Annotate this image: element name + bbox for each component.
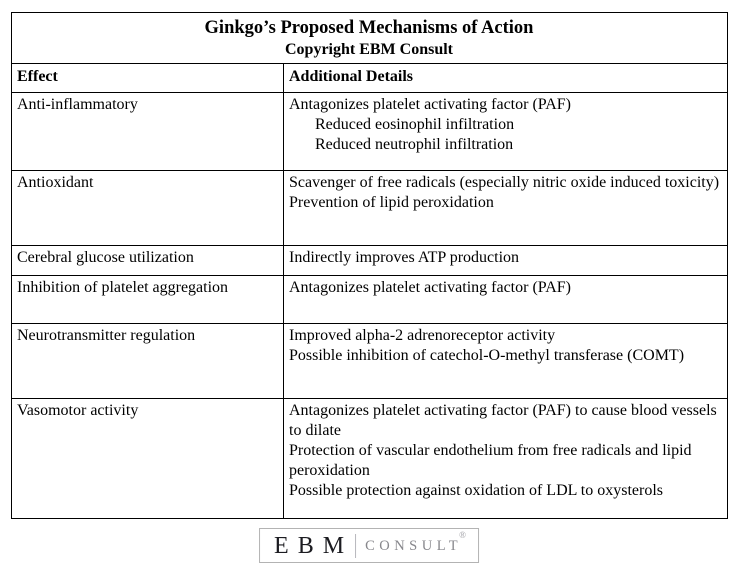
detail-line: Antagonizes platelet activating factor (PAF) to cause blood vessels to dilate (289, 402, 717, 439)
table-row (12, 246, 728, 276)
ebm-consult-logo (259, 528, 479, 563)
effect-cell: Vasomotor activity (12, 399, 284, 519)
table-row (12, 93, 728, 171)
detail-line: Indirectly improves ATP production (289, 249, 520, 266)
details-cell (284, 171, 728, 246)
effect-cell: Antioxidant (12, 171, 284, 246)
column-header-additional-details: Additional Details (284, 64, 728, 93)
effect-cell: Inhibition of platelet aggregation (12, 276, 284, 324)
effect-cell: Cerebral glucose utilization (12, 246, 284, 276)
details-cell (284, 276, 728, 324)
detail-line: Possible protection against oxidation of LDL to oxysterols (289, 482, 664, 499)
details-cell (284, 324, 728, 399)
column-header-row (12, 64, 728, 93)
column-header-effect: Effect (12, 64, 284, 93)
logo-ebm-text: EBM (274, 532, 354, 559)
table-title-cell (12, 13, 728, 64)
registered-trademark-icon: ® (459, 530, 466, 540)
table-title-row (12, 13, 728, 64)
detail-line: Reduced eosinophil infiltration (315, 116, 515, 133)
detail-line: Reduced neutrophil infiltration (315, 136, 514, 153)
detail-line: Scavenger of free radicals (especially nitric oxide induced toxicity) (289, 174, 720, 191)
effect-cell: Neurotransmitter regulation (12, 324, 284, 399)
detail-line: Improved alpha-2 adrenoreceptor activity (289, 327, 556, 344)
table-body (12, 93, 728, 519)
table-row (12, 399, 728, 519)
details-cell (284, 93, 728, 171)
logo-divider (355, 534, 356, 558)
logo-consult-text: CONSULT (365, 538, 463, 555)
details-cell (284, 246, 728, 276)
details-cell (284, 399, 728, 519)
detail-line: Possible inhibition of catechol-O-methyl transferase (COMT) (289, 347, 685, 364)
detail-line: Protection of vascular endothelium from free radicals and lipid peroxidation (289, 442, 692, 479)
effect-cell: Anti-inflammatory (12, 93, 284, 171)
detail-line: Antagonizes platelet activating factor (PAF) (289, 279, 571, 296)
page-title: Ginkgo’s Proposed Mechanisms of Action (204, 18, 534, 38)
table-row (12, 171, 728, 246)
table-row (12, 276, 728, 324)
table-row (12, 324, 728, 399)
detail-line: Prevention of lipid peroxidation (289, 194, 494, 211)
copyright-subtitle: Copyright EBM Consult (284, 41, 454, 58)
detail-line: Antagonizes platelet activating factor (PAF) (289, 96, 571, 113)
mechanisms-table (11, 12, 728, 519)
